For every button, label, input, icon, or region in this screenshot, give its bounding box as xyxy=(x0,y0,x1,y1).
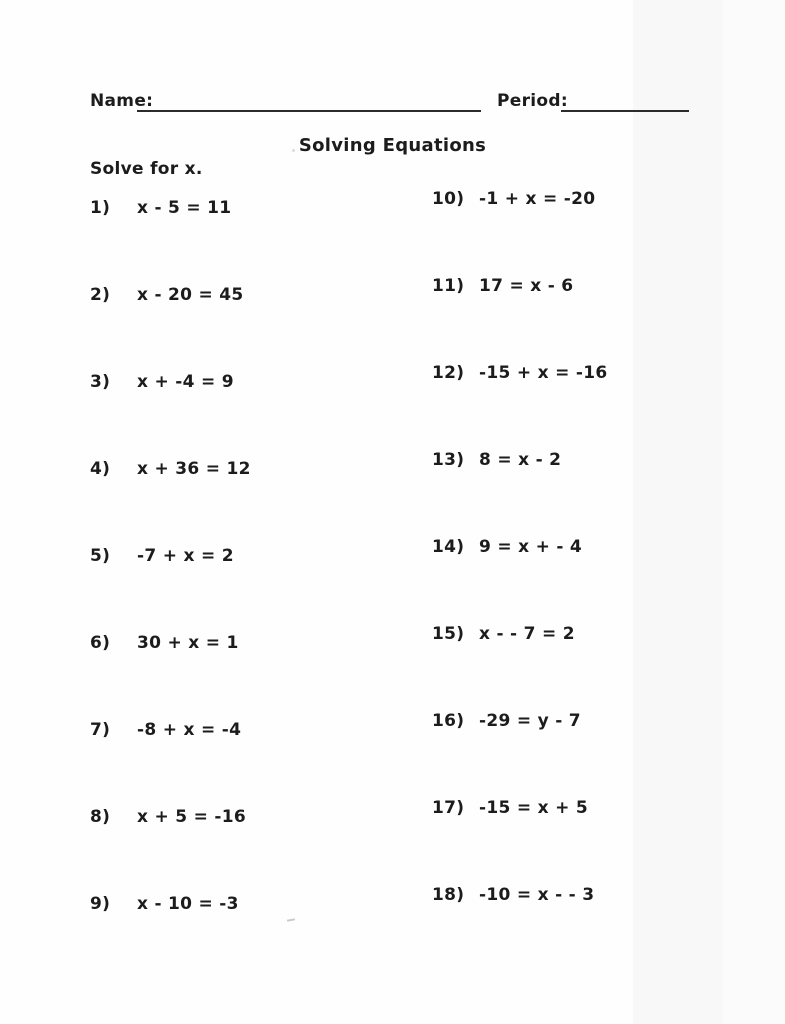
problem-row xyxy=(90,720,430,807)
worksheet-title: Solving Equations xyxy=(298,135,487,156)
problem-equation: x + -4 = 9 xyxy=(137,372,234,392)
problem-equation: 9 = x + - 4 xyxy=(479,537,583,557)
problem-equation: -15 = x + 5 xyxy=(479,798,588,818)
problem-row xyxy=(90,894,430,981)
problem-number: 15) xyxy=(432,624,465,644)
problem-row xyxy=(90,198,430,285)
problems-right-column xyxy=(432,189,772,972)
problem-number: 6) xyxy=(90,633,111,653)
problem-row xyxy=(432,363,772,450)
problem-row xyxy=(432,276,772,363)
problem-number: 8) xyxy=(90,807,111,827)
problem-equation: -7 + x = 2 xyxy=(137,546,234,566)
problem-number: 12) xyxy=(432,363,465,383)
problem-equation: -8 + x = -4 xyxy=(137,720,242,740)
problem-row xyxy=(90,807,430,894)
problem-equation: x - 10 = -3 xyxy=(137,894,239,914)
problem-row xyxy=(432,450,772,537)
problem-row xyxy=(432,189,772,276)
problem-row xyxy=(90,372,430,459)
problem-number: 14) xyxy=(432,537,465,557)
problem-number: 2) xyxy=(90,285,111,305)
problem-number: 9) xyxy=(90,894,111,914)
problem-equation: 8 = x - 2 xyxy=(479,450,562,470)
problem-number: 3) xyxy=(90,372,111,392)
problems-left-column xyxy=(90,198,430,981)
problem-number: 1) xyxy=(90,198,111,218)
problem-number: 10) xyxy=(432,189,465,209)
problem-equation: -29 = y - 7 xyxy=(479,711,581,731)
problem-equation: -10 = x - - 3 xyxy=(479,885,595,905)
problem-equation: x - 20 = 45 xyxy=(137,285,244,305)
problem-row xyxy=(90,546,430,633)
name-blank-line xyxy=(137,92,481,112)
name-label: Name: xyxy=(90,91,154,111)
problem-row xyxy=(432,711,772,798)
problem-number: 16) xyxy=(432,711,465,731)
problem-equation: 17 = x - 6 xyxy=(479,276,574,296)
period-label: Period: xyxy=(497,91,568,111)
problem-number: 18) xyxy=(432,885,465,905)
problem-equation: x + 36 = 12 xyxy=(137,459,251,479)
problem-equation: 30 + x = 1 xyxy=(137,633,239,653)
problem-row xyxy=(432,624,772,711)
problem-equation: -1 + x = -20 xyxy=(479,189,596,209)
problem-number: 17) xyxy=(432,798,465,818)
problem-equation: -15 + x = -16 xyxy=(479,363,608,383)
problem-row xyxy=(432,885,772,972)
problem-number: 7) xyxy=(90,720,111,740)
problem-number: 11) xyxy=(432,276,465,296)
problem-row xyxy=(90,459,430,546)
instruction-text: Solve for x. xyxy=(90,159,203,179)
problem-row xyxy=(432,798,772,885)
problem-equation: x - - 7 = 2 xyxy=(479,624,575,644)
problem-number: 13) xyxy=(432,450,465,470)
problem-row xyxy=(90,285,430,372)
problem-equation: x + 5 = -16 xyxy=(137,807,246,827)
problem-row xyxy=(432,537,772,624)
problem-equation: x - 5 = 11 xyxy=(137,198,232,218)
problem-number: 4) xyxy=(90,459,111,479)
period-blank-line xyxy=(561,92,689,112)
problem-number: 5) xyxy=(90,546,111,566)
problem-row xyxy=(90,633,430,720)
